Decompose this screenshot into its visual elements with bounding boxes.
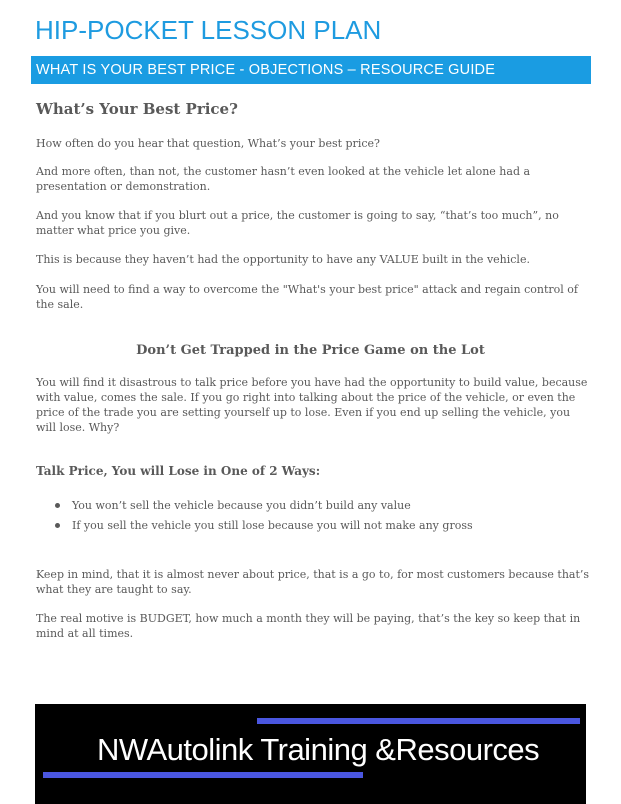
intro-paragraph-3: And you know that if you blurt out a price, the customer is going to say, “that’s too much”, no matter what price you give. [36,209,559,237]
nwautolink-logo [35,704,586,804]
intro-paragraph-1: How often do you hear that question, What’s your best price? [36,137,380,150]
intro-paragraph-4: This is because they haven’t had the opportunity to have any VALUE built in the vehicle. [36,253,530,266]
bullet-icon [55,523,60,528]
list-item-text: You won’t sell the vehicle because you didn’t build any value [72,499,411,512]
two-ways-list [36,498,473,538]
two-ways-heading: Talk Price, You will Lose in One of 2 Ways: [36,464,321,478]
closing-paragraph-2: The real motive is BUDGET, how much a month they will be paying, that’s the key so keep that in mind at all times. [36,612,581,640]
list-item-text: If you sell the vehicle you still lose because you will not make any gross [72,519,473,532]
banner-text: WHAT IS YOUR BEST PRICE - OBJECTIONS – RESOURCE GUIDE [36,62,496,78]
logo-text: NWAutolink Training &Resources [97,732,540,767]
best-price-heading: What’s Your Best Price? [36,100,238,118]
list-item [36,518,473,538]
intro-paragraph-5: You will need to find a way to overcome the "What's your best price" attack and regain control of the sale. [36,283,578,311]
price-game-paragraph: You will find it disastrous to talk price before you have had the opportunity to build value, because with value, comes the sale. If you go right into talking about the price of the vehicle, or even the price of the trade you are setting yourself up to lose. Even if you end up selling the vehicle, you will lose. Why? [36,376,588,434]
list-item [36,498,473,518]
logo-accent-bar-bottom [43,772,363,778]
logo-accent-bar-top [257,718,580,724]
document-title: HIP-POCKET LESSON PLAN [35,15,382,45]
price-game-heading: Don’t Get Trapped in the Price Game on the Lot [136,343,485,358]
intro-paragraph-2: And more often, than not, the customer hasn’t even looked at the vehicle let alone had a presentation or demonstration. [36,165,531,193]
closing-paragraph-1: Keep in mind, that it is almost never about price, that is a go to, for most customers because that’s what they are taught to say. [36,568,590,596]
section-banner [31,56,591,84]
bullet-icon [55,503,60,508]
